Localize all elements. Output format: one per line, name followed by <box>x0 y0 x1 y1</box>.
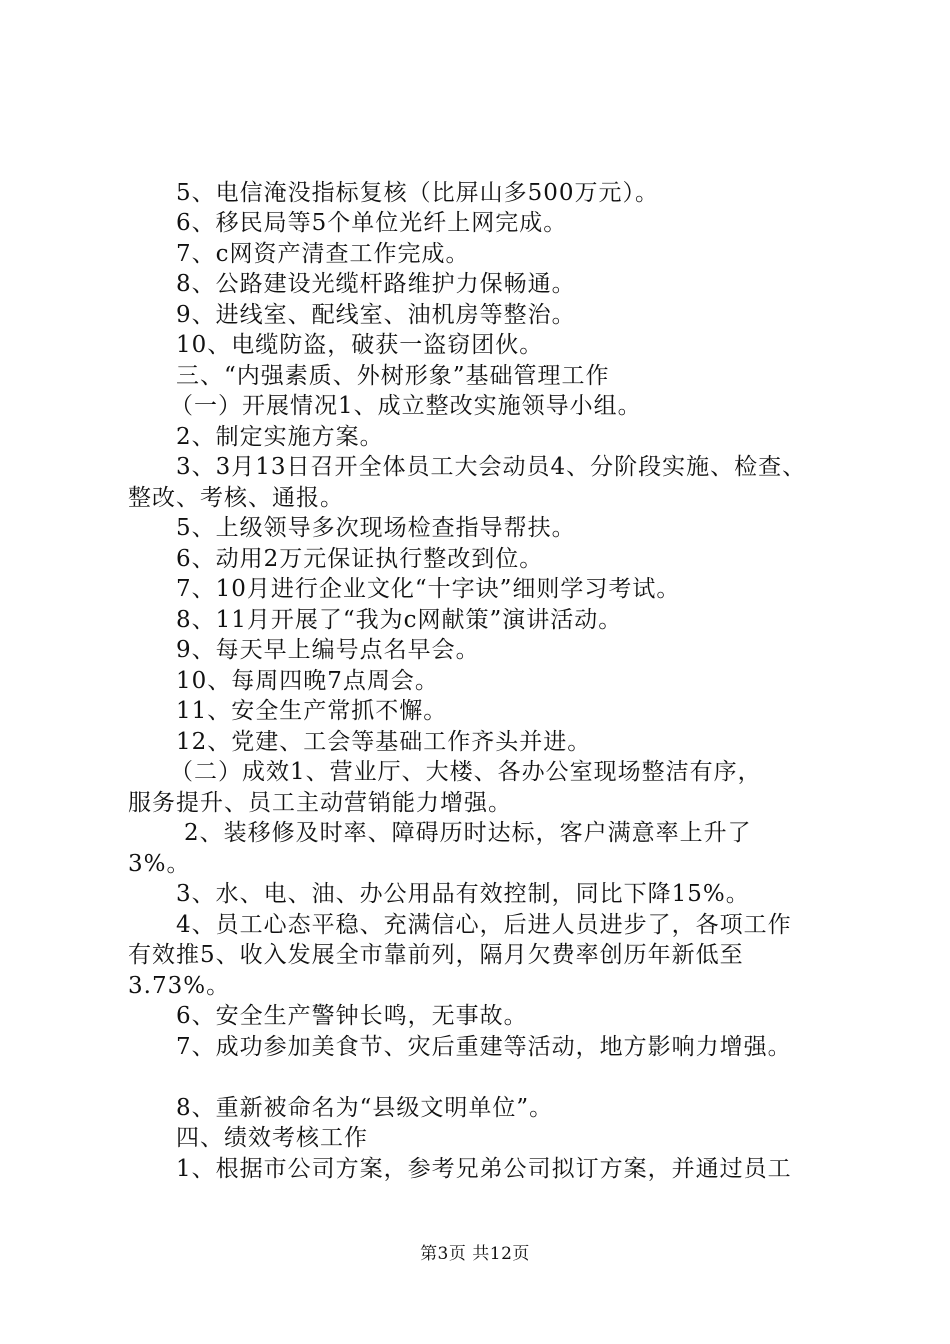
subsection-line: （二）成效1、营业厅、大楼、各办公室现场整洁有序， <box>170 759 762 785</box>
text-line: 10、电缆防盗，破获一盗窃团伙。 <box>176 332 544 358</box>
page-number-footer: 第3页 共12页 <box>420 1244 530 1264</box>
text-line: 3.73%。 <box>128 973 231 999</box>
text-line: 12、党建、工会等基础工作齐头并进。 <box>176 729 592 755</box>
text-line: 4、员工心态平稳、充满信心，后进人员进步了，各项工作 <box>176 912 792 938</box>
text-line: 3%。 <box>128 851 191 877</box>
text-line: 6、动用2万元保证执行整改到位。 <box>176 546 544 572</box>
text-line: 8、公路建设光缆杆路维护力保畅通。 <box>176 271 576 297</box>
text-line: 5、上级领导多次现场检查指导帮扶。 <box>176 515 576 541</box>
text-line: 8、重新被命名为“县级文明单位”。 <box>176 1095 554 1121</box>
text-line: 3、3月13日召开全体员工大会动员4、分阶段实施、检查、 <box>176 454 807 480</box>
text-line: 8、11月开展了“我为c网献策”演讲活动。 <box>176 607 623 633</box>
text-line: 2、装移修及时率、障碍历时达标，客户满意率上升了 <box>184 820 752 846</box>
subsection-line: （一）开展情况1、成立整改实施领导小组。 <box>170 393 642 419</box>
text-line: 9、每天早上编号点名早会。 <box>176 637 480 663</box>
text-line: 1、根据市公司方案，参考兄弟公司拟订方案，并通过员工 <box>176 1156 792 1182</box>
text-line: 10、每周四晚7点周会。 <box>176 668 439 694</box>
text-line: 7、10月进行企业文化“十字诀”细则学习考试。 <box>176 576 681 602</box>
text-line: 2、制定实施方案。 <box>176 424 384 450</box>
section-heading: 四、绩效考核工作 <box>176 1125 368 1151</box>
text-line: 6、移民局等5个单位光纤上网完成。 <box>176 210 568 236</box>
text-line: 服务提升、员工主动营销能力增强。 <box>128 790 512 816</box>
text-line: 3、水、电、油、办公用品有效控制，同比下降15%。 <box>176 881 750 907</box>
section-heading: 三、“内强素质、外树形象”基础管理工作 <box>176 363 610 389</box>
text-line: 整改、考核、通报。 <box>128 485 344 511</box>
text-line: 7、c网资产清查工作完成。 <box>176 241 470 267</box>
text-line: 有效推5、收入发展全市靠前列，隔月欠费率创历年新低至 <box>128 942 744 968</box>
text-line: 7、成功参加美食节、灾后重建等活动，地方影响力增强。 <box>176 1034 792 1060</box>
text-line: 5、电信淹没指标复核（比屏山多500万元）。 <box>176 180 660 206</box>
text-line: 9、进线室、配线室、油机房等整治。 <box>176 302 576 328</box>
text-line: 11、安全生产常抓不懈。 <box>176 698 448 724</box>
text-line: 6、安全生产警钟长鸣，无事故。 <box>176 1003 528 1029</box>
